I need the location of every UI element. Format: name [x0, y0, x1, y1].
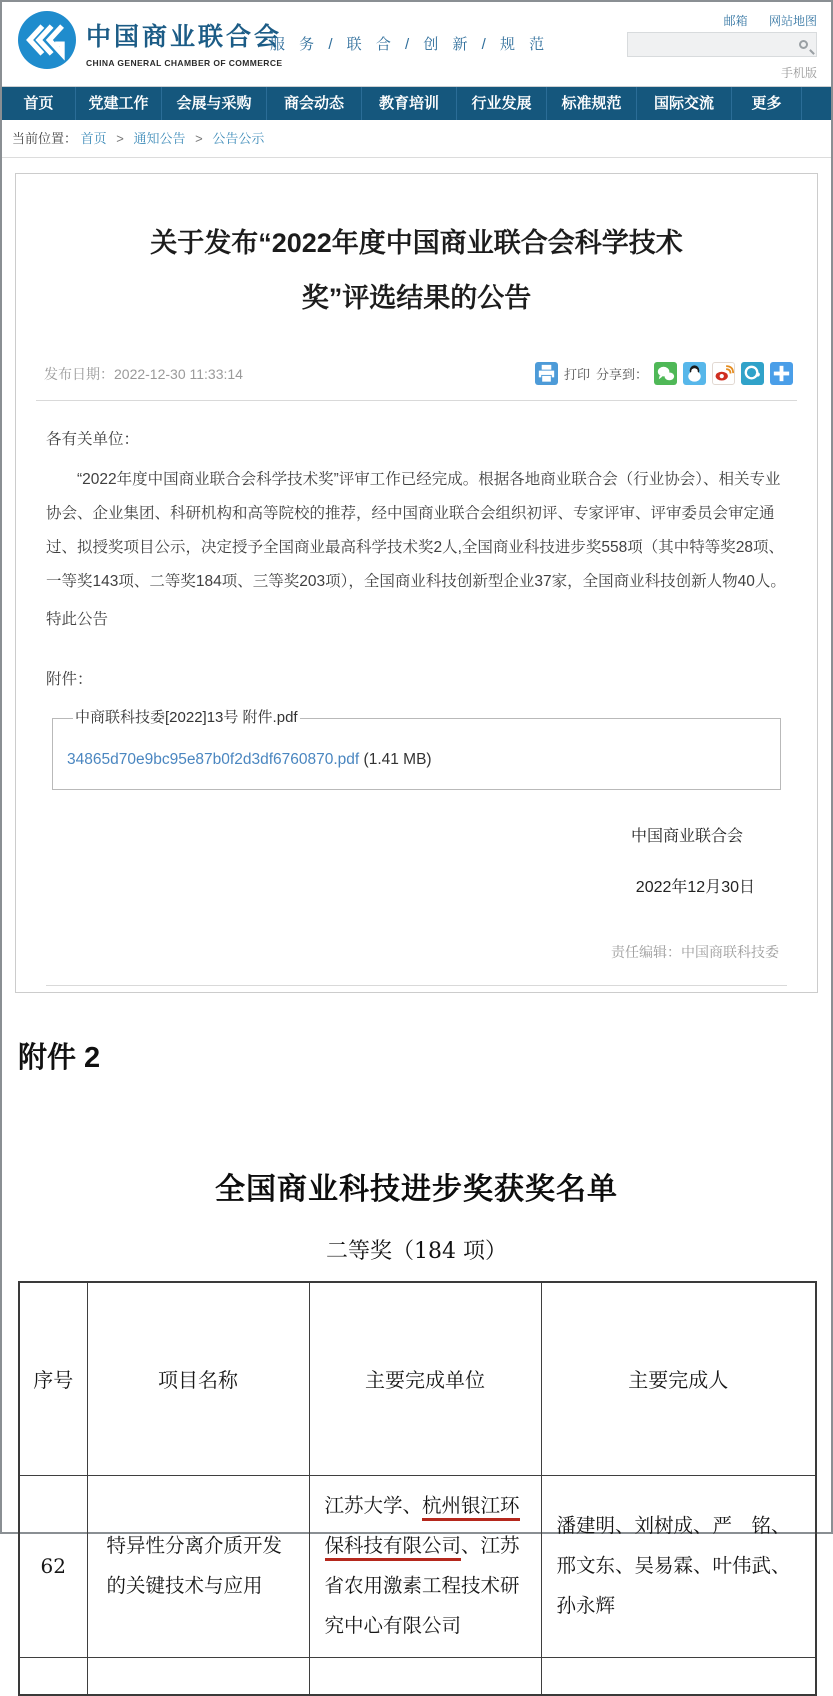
- award-table: [18, 1281, 817, 1696]
- nav-item-party[interactable]: 党建工作: [76, 87, 162, 120]
- top-utility-links: [706, 12, 817, 29]
- appendix-label: 附件 2: [18, 1042, 101, 1074]
- breadcrumb-separator: >: [116, 131, 124, 146]
- search-box[interactable]: [627, 32, 817, 57]
- nav-item-more[interactable]: 更多: [732, 87, 802, 120]
- print-label[interactable]: 打印: [563, 367, 590, 382]
- share-toolbar: [535, 362, 793, 385]
- share-more-icon[interactable]: [770, 362, 793, 385]
- signature-org: 中国商业联合会: [630, 828, 743, 845]
- breadcrumb-home[interactable]: 首页: [80, 131, 107, 146]
- article-bottom-divider: [46, 985, 787, 986]
- search-input[interactable]: [628, 34, 799, 55]
- table-row: [19, 1475, 816, 1657]
- sina-weibo-share-icon[interactable]: [712, 362, 735, 385]
- table-row-partial: [19, 1657, 816, 1695]
- nav-item-expo[interactable]: 会展与采购: [162, 87, 267, 120]
- col-header-units: 主要完成单位: [309, 1282, 541, 1475]
- brand-name: 中国商业联合会: [86, 23, 283, 51]
- signature-date: 2022年12月30日: [635, 879, 755, 896]
- share-label: 分享到：: [595, 367, 648, 382]
- nav-item-home[interactable]: 首页: [2, 87, 76, 120]
- nav-filler: [802, 87, 831, 120]
- breadcrumb: [2, 120, 831, 158]
- main-nav: [2, 86, 831, 120]
- nav-item-industry[interactable]: 行业发展: [457, 87, 547, 120]
- nav-item-training[interactable]: 教育培训: [362, 87, 457, 120]
- brand-name-en: CHINA GENERAL CHAMBER OF COMMERCE: [86, 58, 283, 68]
- attachment-box: [52, 701, 781, 790]
- nav-item-news[interactable]: 商会动态: [267, 87, 362, 120]
- mail-link[interactable]: 邮箱: [723, 14, 748, 28]
- editor-credit: 责任编辑：中国商联科技委: [611, 944, 779, 960]
- attachment-filename: 中商联科技委[2022]13号 附件.pdf: [75, 709, 298, 726]
- sitemap-link[interactable]: 网站地图: [768, 14, 817, 28]
- brand-block: [86, 17, 282, 68]
- breadcrumb-announcements[interactable]: 公告公示: [212, 131, 265, 146]
- appendix-title: 全国商业科技进步奖获奖名单: [215, 1172, 618, 1207]
- nav-item-standards[interactable]: 标准规范: [547, 87, 637, 120]
- publish-date: 发布日期：2022-12-30 11:33:14: [44, 365, 243, 382]
- article-title: 关于发布“2022年度中国商业联合会科学技术奖”评选结果的公告: [150, 228, 683, 313]
- mobile-version-link[interactable]: 手机版: [780, 66, 817, 80]
- wechat-share-icon[interactable]: [654, 362, 677, 385]
- qq-share-icon[interactable]: [683, 362, 706, 385]
- article-body: [36, 423, 797, 986]
- salutation: 各有关单位：: [46, 431, 140, 448]
- cgcc-logo-icon: [18, 11, 76, 69]
- attachment-label: 附件：: [46, 671, 93, 688]
- search-icon[interactable]: [799, 40, 808, 49]
- table-header-row: [19, 1282, 816, 1475]
- breadcrumb-label: 当前位置：: [12, 131, 78, 146]
- col-header-project: 项目名称: [87, 1282, 309, 1475]
- attachment-download-link[interactable]: 34865d70e9bc95e87b0f2d3df6760870.pdf: [67, 751, 360, 768]
- article-container: [15, 173, 818, 993]
- cell-serial-number: 62: [19, 1475, 87, 1657]
- site-header: [2, 2, 831, 86]
- col-header-people: 主要完成人: [541, 1282, 816, 1475]
- breadcrumb-separator: >: [195, 131, 203, 146]
- cell-completing-people: 潘建明、刘树成、严 铭、邢文东、吴易霖、叶伟武、孙永辉: [541, 1475, 816, 1657]
- nav-item-intl[interactable]: 国际交流: [637, 87, 732, 120]
- brand-slogan: 服 务 / 联 合 / 创 新 / 规 范: [270, 36, 550, 53]
- closing-line: 特此公告: [46, 611, 109, 628]
- col-header-no: 序号: [19, 1282, 87, 1475]
- print-icon[interactable]: [535, 362, 558, 385]
- appendix-section: [2, 1035, 831, 1696]
- meta-divider: [36, 400, 797, 401]
- article-meta-row: [36, 362, 797, 385]
- red-underlined-company: 杭州银江环保科技有限公司: [325, 1494, 520, 1561]
- cell-completing-units: 江苏大学、杭州银江环保科技有限公司、江苏省农用激素工程技术研究中心有限公司: [309, 1475, 541, 1657]
- attachment-size: (1.41 MB): [363, 751, 432, 768]
- breadcrumb-notices[interactable]: 通知公告: [133, 131, 186, 146]
- cell-project-name: 特异性分离介质开发的关键技术与应用: [87, 1475, 309, 1657]
- tencent-weibo-share-icon[interactable]: [741, 362, 764, 385]
- appendix-subtitle: 二等奖（184 项）: [326, 1239, 507, 1264]
- body-paragraph: “2022年度中国商业联合会科学技术奖”评审工作已经完成。根据各地商业联合会（行业协会）、相关专业协会、企业集团、科研机构和高等院校的推荐，经中国商业联合会组织初评、专家评审、评审委员会审定通过、拟授奖项目公示，决定授予全国商业最高科学技术奖2人,全国商业科技进步奖558项（其中特等奖28项、一等奖143项、二等奖184项、三等奖203项），全国商业科技创新型企业37家，全国商业科技创新人物40人。: [46, 471, 786, 590]
